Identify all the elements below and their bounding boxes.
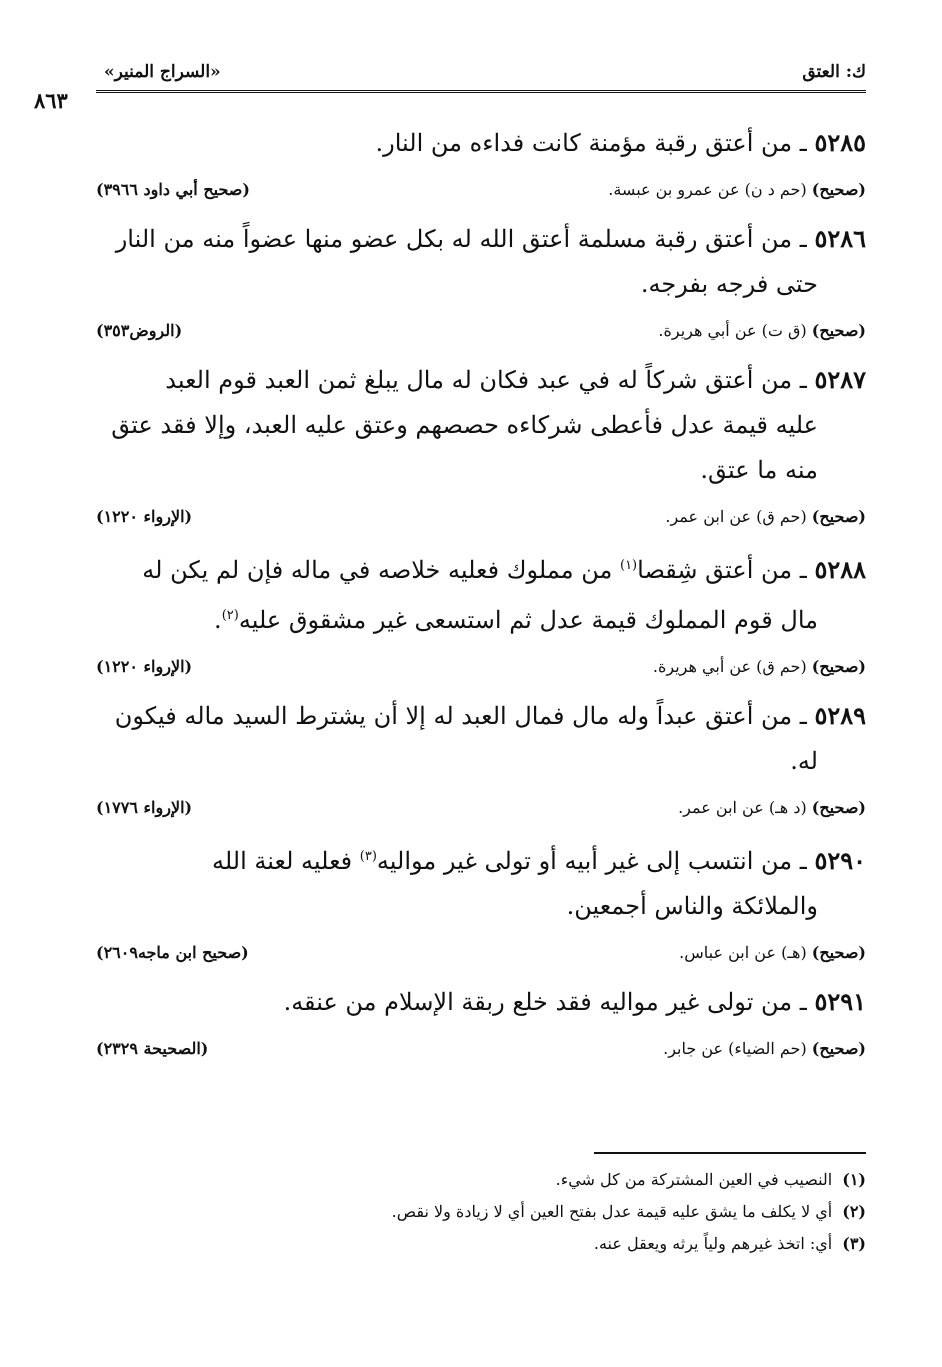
page-number: ٨٦٣: [34, 88, 68, 113]
hadith-line: حتى فرجه بفرجه.: [640, 270, 818, 298]
book-title: «السراج المنير»: [104, 62, 221, 82]
hadith-text: [96, 216, 866, 262]
hadith-line-part: مال قوم المملوك قيمة عدل ثم استسعى غير مشقوق عليه: [238, 606, 818, 634]
hadith-entry: [96, 357, 866, 531]
hadith-line: منه ما عتق.: [700, 456, 818, 484]
hadith-source: [96, 503, 866, 531]
hadith-entry: [96, 979, 866, 1063]
footnote-text: النصيب في العين المشتركة من كل شيء.: [555, 1170, 833, 1189]
grade: (صحيح): [811, 943, 866, 962]
footnote: [96, 1228, 866, 1260]
narrator: (حم ق) عن ابن عمر.: [665, 507, 807, 526]
hadith-entry: [96, 693, 866, 822]
hadith-entry: [96, 216, 866, 345]
hadith-text: [96, 543, 866, 593]
footnote-marker[interactable]: (٣): [359, 849, 377, 864]
reference: (الإرواء ١٧٧٦): [96, 798, 193, 817]
grade: (صحيح): [811, 180, 866, 199]
header-rule: [96, 90, 866, 95]
footnote-marker[interactable]: (٢): [221, 608, 239, 623]
hadith-entry: [96, 834, 866, 967]
hadith-number: ٥٢٨٩: [814, 701, 866, 730]
hadith-text: [96, 834, 866, 884]
hadith-line: ـ من تولى غير مواليه فقد خلع ربقة الإسلام من عنقه.: [283, 988, 807, 1016]
reference: (الإرواء ١٢٢٠): [96, 507, 193, 526]
hadith-text: [96, 693, 866, 739]
hadith-line: له.: [790, 747, 818, 775]
narrator: (د هـ) عن ابن عمر.: [678, 798, 807, 817]
footnote-number: (١): [842, 1170, 866, 1189]
grade: (صحيح): [811, 798, 866, 817]
hadith-line: فعليه لعنة الله: [211, 847, 360, 875]
hadith-line-part: .: [214, 606, 222, 634]
hadith-source: [96, 1035, 866, 1063]
hadith-text: [96, 357, 866, 403]
hadith-number: ٥٢٩١: [814, 987, 866, 1016]
hadith-number: ٥٢٨٦: [814, 224, 866, 253]
grade: (صحيح): [811, 321, 866, 340]
hadith-line: [96, 593, 866, 643]
footnote-number: (٣): [842, 1234, 866, 1253]
hadith-number: ٥٢٨٥: [814, 128, 866, 157]
hadith-line: ـ من أعتق عبداً وله مال فمال العبد له إلا أن يشترط السيد ماله فيكون: [114, 702, 807, 730]
hadith-source: [96, 653, 866, 681]
footnote-text: أي: اتخذ غيرهم ولياً يرثه ويعقل عنه.: [593, 1234, 833, 1253]
footnote-text: أي لا يكلف ما يشق عليه قيمة عدل بفتح العين أي لا زيادة ولا نقص.: [391, 1202, 833, 1221]
hadith-line: ـ من انتسب إلى غير أبيه أو تولى غير مواليه: [376, 847, 807, 875]
hadith-source: [96, 794, 866, 822]
reference: (صحيح أبي داود ٣٩٦٦): [96, 180, 250, 199]
hadith-line: والملائكة والناس أجمعين.: [566, 892, 818, 920]
hadith-number: ٥٢٩٠: [814, 846, 866, 875]
hadith-line: ـ من أعتق شركاً له في عبد فكان له مال يبلغ ثمن العبد قوم العبد: [165, 366, 807, 394]
hadith-number: ٥٢٨٧: [814, 365, 866, 394]
footnote-marker[interactable]: (١): [619, 558, 638, 573]
hadith-line: عليه قيمة عدل فأعطى شركاءه حصصهم وعتق عليه العبد، وإلا فقد عتق: [111, 411, 818, 439]
grade: (صحيح): [811, 507, 866, 526]
hadith-line: ـ من أعتق رقبة مسلمة أعتق الله له بكل عضو منها عضواً منه من النار: [115, 225, 807, 253]
hadith-number: ٥٢٨٨: [814, 555, 866, 584]
footnote: [96, 1196, 866, 1228]
footnote-number: (٢): [842, 1202, 866, 1221]
hadith-text: [96, 979, 866, 1025]
narrator: (حم ق) عن أبي هريرة.: [652, 657, 807, 676]
narrator: (هـ) عن ابن عباس.: [679, 943, 807, 962]
page: [34, 60, 866, 1075]
narrator: (ق ت) عن أبي هريرة.: [658, 321, 807, 340]
hadith-entry: [96, 543, 866, 681]
reference: (صحيح ابن ماجه٢٦٠٩): [96, 943, 249, 962]
narrator: (حم الضياء) عن جابر.: [663, 1039, 807, 1058]
narrator: (حم د ن) عن عمرو بن عبسة.: [608, 180, 807, 199]
footnotes: [96, 1164, 866, 1260]
grade: (صحيح): [811, 1039, 866, 1058]
hadith-text: [96, 120, 866, 166]
hadith-source: [96, 939, 866, 967]
running-header: [34, 60, 866, 113]
footnote: [96, 1164, 866, 1196]
hadith-entry: [96, 120, 866, 204]
hadith-line: من مملوك فعليه خلاصه في ماله فإن لم يكن له: [142, 556, 620, 584]
hadith-line: ـ من أعتق شِقصا: [637, 556, 807, 584]
hadith-source: [96, 317, 866, 345]
chapter-title: ك: العتق: [802, 62, 866, 82]
footnote-rule: [594, 1152, 866, 1154]
reference: (الروض٣٥٣): [96, 321, 183, 340]
hadith-line: ـ من أعتق رقبة مؤمنة كانت فداءه من النار.: [375, 129, 807, 157]
reference: (الإرواء ١٢٢٠): [96, 657, 193, 676]
reference: (الصحيحة ٢٣٢٩): [96, 1039, 209, 1058]
hadith-source: [96, 176, 866, 204]
grade: (صحيح): [811, 657, 866, 676]
